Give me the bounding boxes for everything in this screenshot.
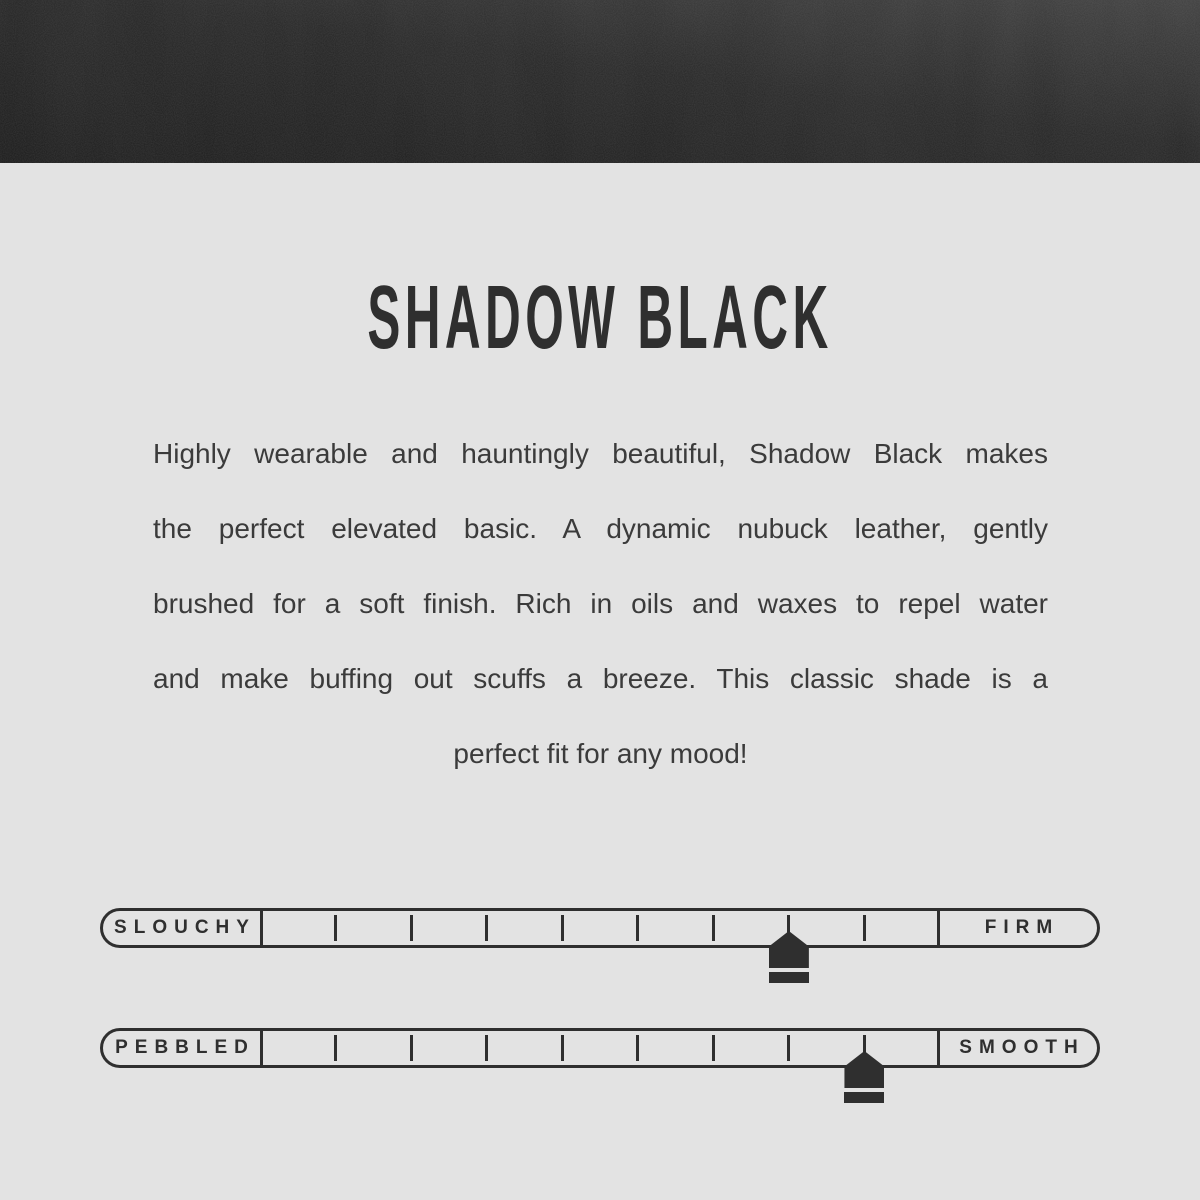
scale-tick: [485, 915, 488, 941]
scale-tick: [410, 1035, 413, 1061]
texture-scale: [100, 1028, 1100, 1068]
leather-swatch-image: [0, 0, 1200, 163]
marker-base: [844, 1092, 884, 1103]
title-block: [0, 268, 1200, 368]
marker-base: [769, 972, 809, 983]
scale-tick: [561, 1035, 564, 1061]
firmness-scale: [100, 908, 1100, 948]
scale-right-section: [937, 1031, 1097, 1065]
description-line: the perfect elevated basic. A dynamic nubuck leather, gently: [153, 513, 1048, 544]
scale-right-label: SMOOTH: [959, 1037, 1085, 1058]
scale-tick: [334, 1035, 337, 1061]
description-line: and make buffing out scuffs a breeze. This classic shade is a: [153, 663, 1048, 694]
scale-left-label: PEBBLED: [115, 1037, 255, 1058]
description-line: perfect fit for any mood!: [453, 738, 748, 769]
description-line: brushed for a soft finish. Rich in oils and waxes to repel water: [153, 588, 1048, 619]
scale-left-section: [103, 911, 263, 945]
leather-texture: [0, 0, 1200, 163]
scale-tick: [334, 915, 337, 941]
marker-head-icon: [844, 1051, 884, 1088]
scale-tick: [636, 915, 639, 941]
scale-tick: [561, 915, 564, 941]
scale-tick: [787, 1035, 790, 1061]
scale-tick: [410, 915, 413, 941]
scale-tick: [485, 1035, 488, 1061]
description-line: Highly wearable and hauntingly beautiful, Shadow Black makes: [153, 438, 1048, 469]
page-title: SHADOW BLACK: [367, 268, 833, 368]
scale-right-label: FIRM: [984, 917, 1060, 938]
marker-head-icon: [769, 931, 809, 968]
scale-left-label: SLOUCHY: [114, 917, 256, 938]
scale-marker: [769, 931, 809, 983]
scale-tick: [636, 1035, 639, 1061]
scale-tick: [712, 915, 715, 941]
description: [153, 416, 1048, 791]
scale-marker: [844, 1051, 884, 1103]
scale-left-section: [103, 1031, 263, 1065]
scale-tick: [863, 915, 866, 941]
scale-right-section: [937, 911, 1097, 945]
scale-tick: [712, 1035, 715, 1061]
